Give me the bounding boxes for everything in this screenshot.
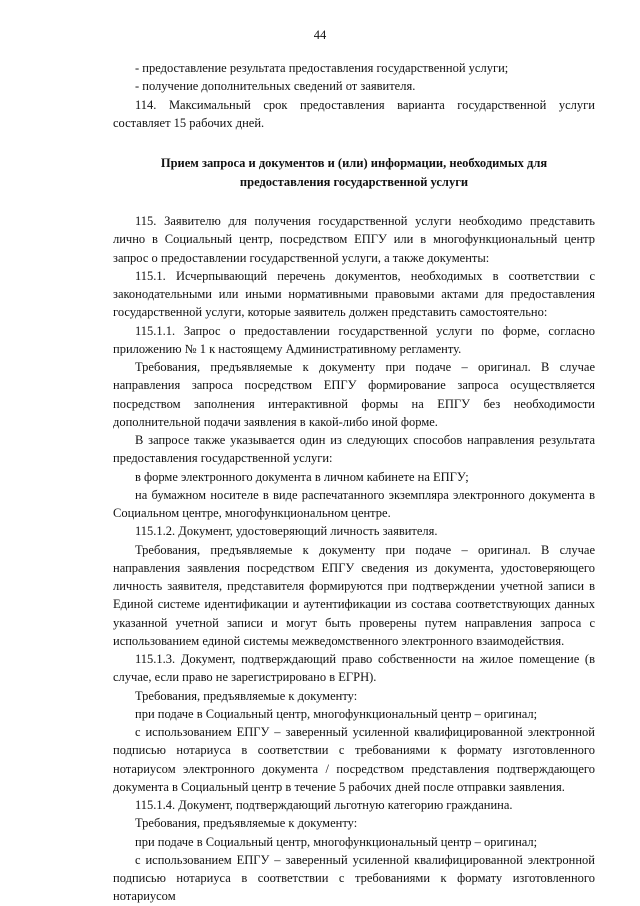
paragraph-115-1-3: 115.1.3. Документ, подтверждающий право собственности на жилое помещение (в случае, если право не зарегистрировано в ЕГРН).: [113, 652, 595, 685]
paragraph-requirements-2: Требования, предъявляемые к документу при подаче – оригинал. В случае направления заявления посредством ЕПГУ сведения из документа, удостоверяющего личность заявителя, представителя формируются при подтверждении учетной записи в Единой системе идентификации и аутентификации из состава соответствующих данных указанной учетной записи и могут быть проверены путем направления запроса с использованием единой системы межведомственного электронного взаимодействия.: [113, 542, 595, 648]
paragraph-115-1: 115.1. Исчерпывающий перечень документов, необходимых в соответствии с законодательными или иными нормативными правовыми актами для предоставления государственной услуги, которые заявитель должен представить самостоятельно:: [113, 268, 595, 320]
section-heading-line-2: предоставления государственной услуги: [239, 174, 469, 189]
section-heading: [113, 154, 595, 191]
paragraph-requirements-3: Требования, предъявляемые к документу:: [135, 688, 358, 703]
list-item-additional-info: - получение дополнительных сведений от заявителя.: [135, 79, 416, 94]
paragraph-115: 115. Заявителю для получения государственной услуги необходимо представить лично в Социальный центр, посредством ЕПГУ или в многофункциональный центр запрос о предоставлении государственной услуги, а также документы:: [113, 214, 595, 265]
paragraph-requirements-4: Требования, предъявляемые к документу:: [135, 816, 358, 831]
paragraph-delivery-methods: В запросе также указывается один из следующих способов направления результата предоставления государственной услуги:: [113, 433, 595, 466]
paragraph-in-person-3: при подаче в Социальный центр, многофункциональный центр – оригинал;: [135, 706, 538, 721]
page-number: 44: [313, 28, 327, 42]
paragraph-epgu-4: с использованием ЕПГУ – заверенный усиленной квалифицированной электронной подписью нотариуса в соответствии с требованиями к формату изготовленного нотариусом: [113, 852, 595, 904]
paragraph-115-1-2: 115.1.2. Документ, удостоверяющий личность заявителя.: [135, 524, 438, 539]
paragraph-114: 114. Максимальный срок предоставления варианта государственной услуги составляет 15 рабочих дней.: [113, 97, 595, 130]
paragraph-requirements-1: Требования, предъявляемые к документу при подаче – оригинал. В случае направления запроса посредством ЕПГУ формирование запроса осуществляется посредством заполнения интерактивной формы на ЕПГУ без необходимости дополнительной подачи заявления в какой-либо иной форме.: [113, 360, 595, 429]
list-item-result: - предоставление результата предоставления государственной услуги;: [135, 61, 509, 75]
paragraph-115-1-4: 115.1.4. Документ, подтверждающий льготную категорию гражданина.: [135, 798, 513, 812]
document-body: [113, 59, 595, 906]
paragraph-paper-method: на бумажном носителе в виде распечатанного экземпляра электронного документа в Социальном центре, многофункциональном центре.: [113, 487, 595, 520]
paragraph-electronic-method: в форме электронного документа в личном кабинете на ЕПГУ;: [135, 469, 469, 484]
section-heading-line-1: Прием запроса и документов и (или) информации, необходимых для: [160, 156, 548, 170]
paragraph-epgu-3: с использованием ЕПГУ – заверенный усиленной квалифицированной электронной подписью нотариуса в соответствии с требованиями к формату изготовленного нотариусом электронного документа / посредством представления подтверждающего документа в Социальный центр в течение 5 рабочих дней после отправки заявления.: [113, 725, 595, 794]
paragraph-in-person-4: при подаче в Социальный центр, многофункциональный центр – оригинал;: [135, 834, 538, 849]
paragraph-115-1-1: 115.1.1. Запрос о предоставлении государственной услуги по форме, согласно приложению № 1 к настоящему Административному регламенту.: [113, 323, 595, 356]
